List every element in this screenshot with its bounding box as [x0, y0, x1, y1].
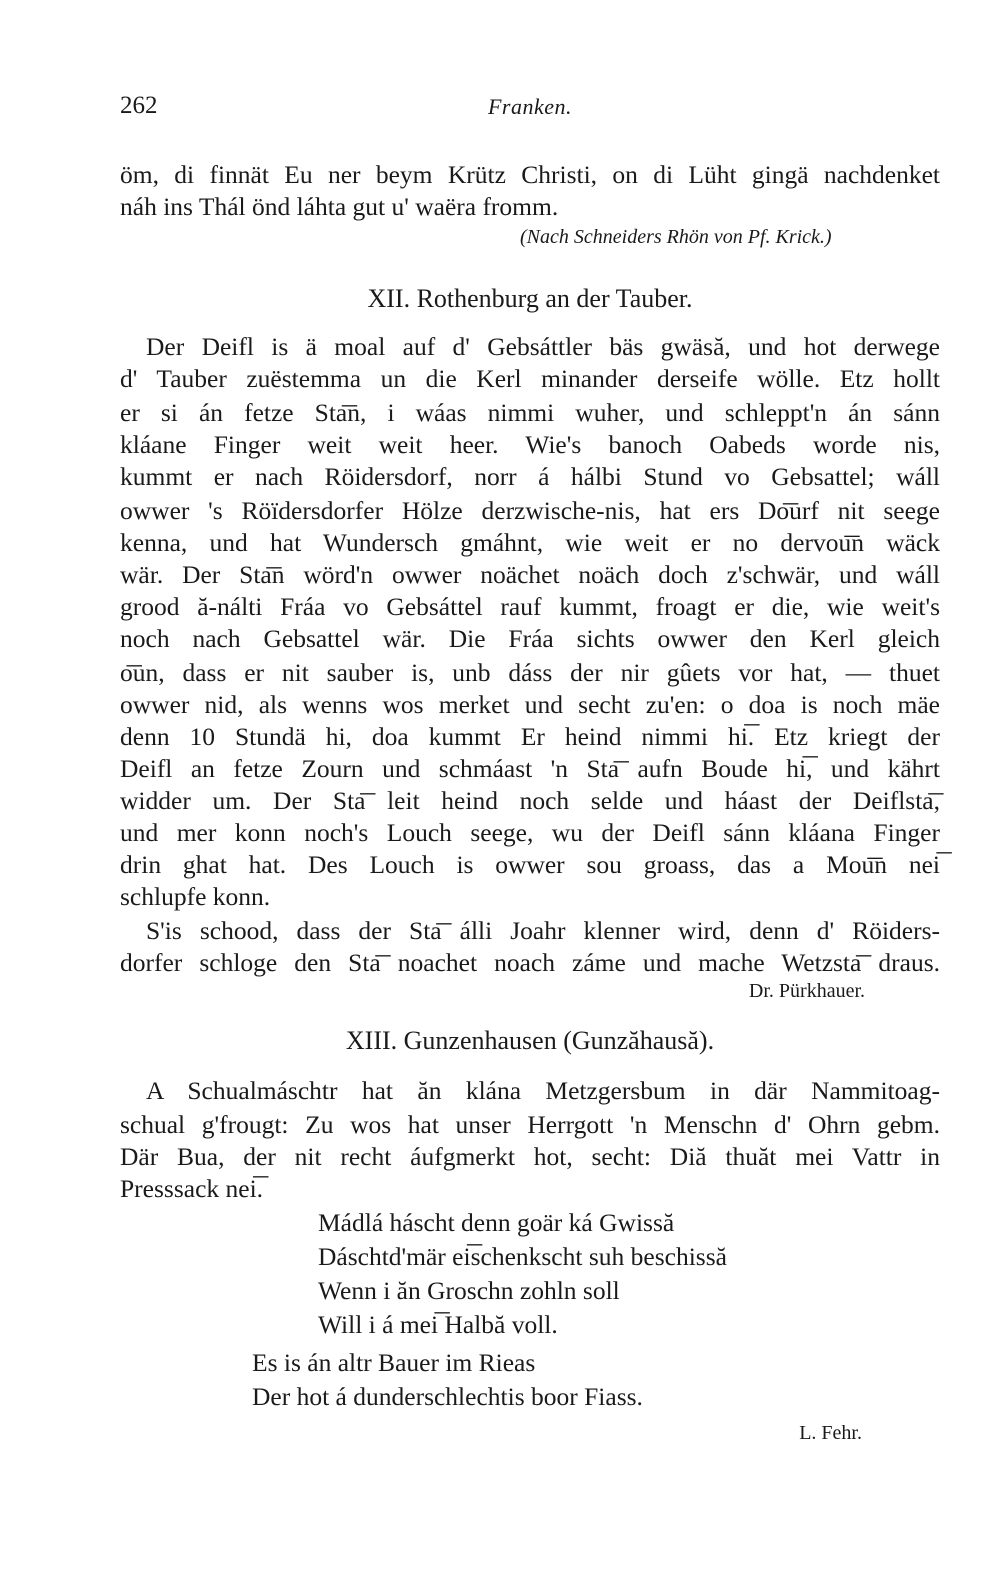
text-line: kláane Finger weit weit heer. Wie's banoch Oabeds worde nis, — [120, 430, 940, 459]
verse-line: Dáschtd'mär ei͞schenkscht suh beschissă — [318, 1242, 727, 1271]
text-line: schlupfe konn. — [120, 882, 271, 911]
verse-line: Wenn i ăn Groschn zohln soll — [318, 1276, 620, 1305]
text-line: er si án fetze Sta͞n, i wáas nimmi wuher, und schleppt'n án sánn — [120, 398, 940, 427]
text-line: owwer 's Röïdersdorfer Hölze derzwische-nis, hat ers Do͞urf nit seege — [120, 496, 940, 525]
text-line: öm, di finnät Eu ner beym Krütz Christi, on di Lüht gingä nachdenket — [120, 160, 940, 189]
section-heading: XIII. Gunzenhausen (Gunzăhausă). — [345, 1026, 715, 1055]
text-line: dorfer schloge den Sta͞ noachet noach záme und mache Wetzsta͞ draus. — [120, 948, 940, 977]
page-header — [120, 92, 940, 132]
text-line: kenna, und hat Wundersch gmáhnt, wie weit er no dervou͞n wäck — [120, 528, 940, 557]
source-citation: (Nach Schneiders Rhön von Pf. Krick.) — [520, 226, 832, 248]
text-line: und mer konn noch's Louch seege, wu der Deifl sánn kláana Finger — [120, 818, 940, 847]
text-line: o͞un, dass er nit sauber is, unb dáss der nir gûets vor hat, — thuet — [120, 658, 940, 687]
text-line: owwer nid, als wenns wos merket und secht zu'en: o doa is noch mäe — [120, 690, 940, 719]
verse-stanza-1 — [318, 1206, 727, 1342]
text-line: náh ins Thál önd láhta gut u' waëra fromm. — [120, 192, 559, 221]
text-line: Deifl an fetze Zourn und schmáast 'n Sta͞ aufn Boude hi͞, und kährt — [120, 754, 940, 783]
text-line: wär. Der Sta͞n wörd'n owwer noächet noäch doch z'schwär, und wáll — [120, 560, 940, 589]
text-line: kummt er nach Röidersdorf, norr á hálbi Stund vo Gebsattel; wáll — [120, 462, 940, 491]
section-heading: XII. Rothenburg an der Tauber. — [367, 284, 693, 313]
text-line: Där Bua, der nit recht áufgmerkt hot, secht: Diă thuăt mei Vattr in — [120, 1142, 940, 1171]
text-line: schual g'frougt: Zu wos hat unser Herrgott 'n Menschn d' Ohrn gebm. — [120, 1110, 940, 1139]
author-credit: Dr. Pürkhauer. — [748, 980, 865, 1002]
page-number: 262 — [120, 92, 158, 119]
running-title: Franken. — [487, 94, 573, 119]
verse-line: Mádlá háscht denn goär ká Gwissă — [318, 1208, 675, 1237]
text-line: A Schualmáschtr hat ăn klána Metzgersbum in där Nammitoag- — [146, 1076, 940, 1105]
text-line: Der Deifl is ä moal auf d' Gebsáttler bäs gwäsă, und hot derwege — [146, 332, 940, 361]
text-line: widder um. Der Sta͞ leit heind noch selde und háast der Deiflsta͞, — [120, 786, 940, 815]
text-line: S'is schood, dass der Sta͞ álli Joahr klenner wird, denn d' Röiders- — [146, 916, 940, 945]
verse-stanza-2 — [252, 1346, 643, 1414]
verse-line: Der hot á dunderschlechtis boor Fiass. — [252, 1382, 643, 1411]
signature: L. Fehr. — [799, 1422, 862, 1444]
verse-line: Will i á mei͞ Halbă voll. — [318, 1310, 558, 1339]
text-line: noch nach Gebsattel wär. Die Fráa sichts owwer den Kerl gleich — [120, 624, 940, 653]
verse-line: Es is án altr Bauer im Rieas — [252, 1348, 536, 1377]
text-line: denn 10 Stundä hi, doa kummt Er heind nimmi hi͞. Etz kriegt der — [120, 722, 940, 751]
text-line: grood ă-nálti Fráa vo Gebsáttel rauf kummt, froagt er die, wie weit's — [120, 592, 940, 621]
text-line: drin ghat hat. Des Louch is owwer sou groass, das a Mou͞n nei͞ — [120, 850, 940, 879]
text-line: d' Tauber zuëstemma un die Kerl minander derseife wölle. Etz hollt — [120, 364, 940, 393]
text-line: Presssack nei͞. — [120, 1174, 264, 1203]
